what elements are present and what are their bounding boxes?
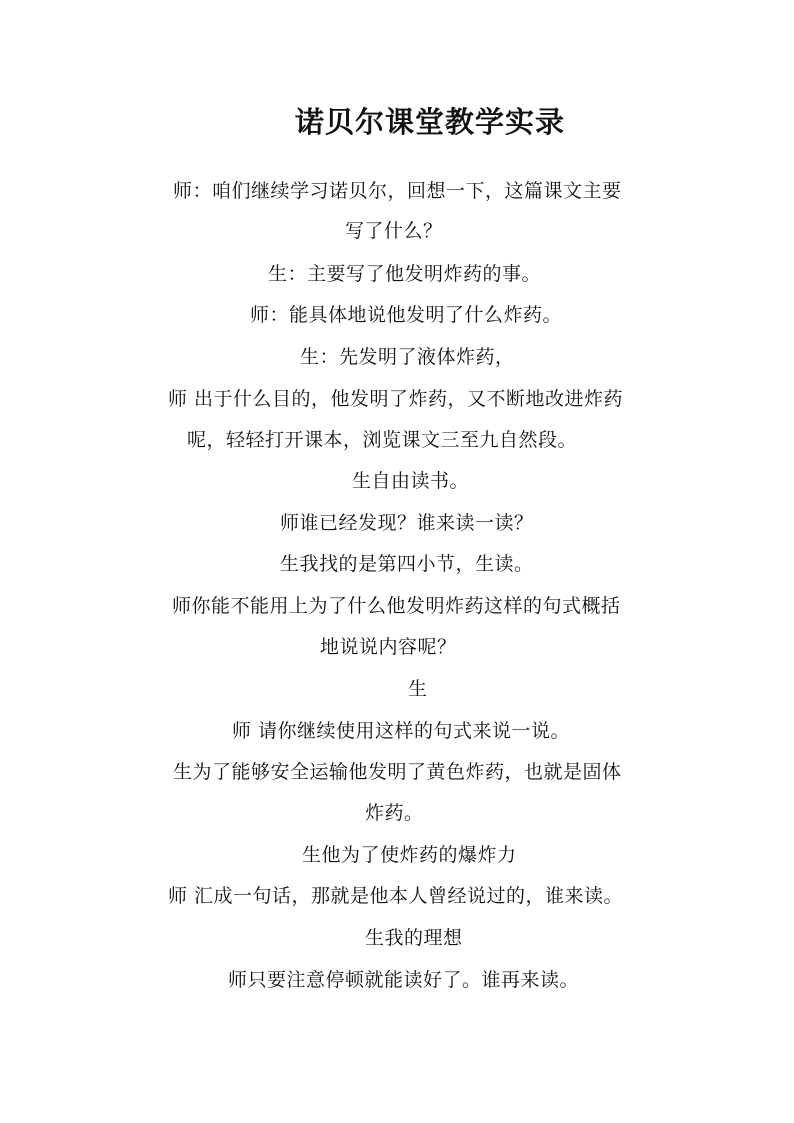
text-line: 师谁已经发现？谁来读一读？ (280, 512, 534, 534)
text-line: 师 出于什么目的，他发明了炸药，又不断地改进炸药 (168, 388, 624, 410)
text-line: 师只要注意停顿就能读好了。谁再来读。 (228, 969, 580, 991)
text-line: 师：能具体地说他发明了什么炸药。 (250, 304, 563, 326)
text-line: 生他为了使炸药的爆炸力 (302, 844, 517, 866)
text-line: 生自由读书。 (352, 470, 470, 492)
text-line: 生我的理想 (365, 927, 463, 949)
text-line: 生我找的是第四小节，生读。 (280, 553, 534, 575)
text-line: 生为了能够安全运输他发明了黄色炸药，也就是固体 (173, 761, 622, 783)
text-line: 炸药。 (365, 802, 424, 824)
text-line: 师：咱们继续学习诺贝尔，回想一下，这篇课文主要 (173, 180, 622, 202)
document-title: 诺贝尔课堂教学实录 (294, 105, 565, 139)
text-line: 生：先发明了液体炸药， (300, 346, 515, 368)
text-line: 师你能不能用上为了什么他发明炸药这样的句式概括 (172, 595, 621, 617)
text-line: 写了什么？ (345, 220, 443, 242)
text-line: 呢，轻轻打开课本，浏览课文三至九自然段。 (187, 429, 578, 451)
text-line: 师 请你继续使用这样的句式来说一说。 (232, 720, 571, 742)
text-line: 生 (408, 678, 428, 700)
text-line: 师 汇成一句话，那就是他本人曾经说过的，谁来读。 (168, 885, 624, 907)
text-line: 地说说内容呢？ (320, 636, 457, 658)
text-line: 生：主要写了他发明炸药的事。 (268, 263, 542, 285)
